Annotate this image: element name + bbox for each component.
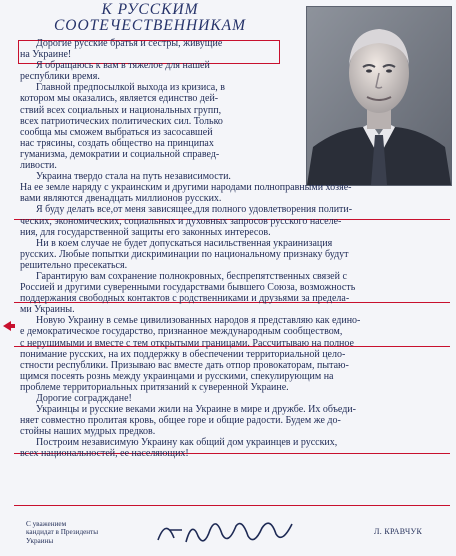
text-line: с нерушимыми и вместе с тем открытыми границами. Рассчитываю на полное (20, 337, 354, 349)
text-line: Украина твердо стала на путь независимости. (36, 171, 231, 183)
title-line-1: К РУССКИМ (101, 1, 199, 18)
title-line-2: СООТЕЧЕСТВЕННИКАМ (53, 17, 247, 34)
text-line: Я обращаюсь к вам в тяжелое для нашей (36, 60, 210, 72)
text-line: стности республики. Призываю вас вместе дать отпор провокаторам, пытаю- (20, 359, 349, 371)
text-line: щимся посеять рознь между украинцами и русскими, спекулирующим на (20, 370, 334, 382)
text-line: На ее земле наряду с украинским и другими народами полноправными хозяе- (20, 182, 352, 194)
text-line: ческих, экономических, социальных и духовных запросов русского населе- (20, 215, 342, 227)
text-line: ствий всех социальных и национальных групп, (20, 104, 222, 116)
text-line: поддержания свободных контактов с родственниками и друзьями за предела- (20, 293, 350, 305)
text-line: ми Украины. (20, 304, 75, 316)
text-line: решительно пресекаться. (20, 259, 128, 271)
text-line: понимание русских, на их поддержку в обеспечении территориальной цело- (20, 348, 346, 360)
text-line: Я буду делать все,от меня зависящее,для полного удовлетворения полити- (36, 204, 353, 216)
text-line: всех патриотических политических сил. Только (20, 115, 223, 127)
text-line: нас трясины, создать общество на принципах (20, 137, 214, 149)
text-line: республики время. (20, 71, 100, 83)
text-line: всех национальностей, ее населяющих! (20, 448, 189, 460)
text-line: Украинцы и русские веками жили на Украине в мире и дружбе. Их объеди- (36, 404, 356, 416)
closing-line: кандидат в Президенты (26, 528, 99, 537)
red-underline (14, 505, 450, 506)
text-line: гуманизма, демократии и социальной справед- (20, 148, 220, 160)
text-line: Новую Украину в семье цивилизованных народов я представляю как едино- (36, 315, 361, 327)
text-line: котором мы оказались, является единство дей- (20, 93, 219, 105)
author-name: Л. КРАВЧУК (374, 527, 423, 536)
closing-block (26, 520, 136, 545)
text-line: Дорогие русские братья и сестры, живущие (36, 38, 223, 49)
text-line: Главной предпосылкой выхода из кризиса, в (36, 82, 225, 94)
text-line: стойны наших мудрых предков. (20, 426, 156, 438)
arrow-left-icon (2, 320, 16, 332)
text-line: русских. Любые попытки дискриминации по национальному признаку будут (20, 248, 349, 260)
text-line: проблеме территориальных притязаний к суверенной Украине. (20, 381, 289, 393)
text-line: вами являются двенадцать миллионов русских. (20, 193, 222, 205)
text-line: Россией и другими суверенными государствами бывшего Союза, возможность (20, 282, 356, 294)
text-line: на Украине! (20, 49, 72, 61)
text-line: ния, для государственной защиты его законных интересов. (20, 226, 271, 238)
text-line: Построим независимую Украину как общий дом украинцев и русских, (36, 437, 338, 449)
closing-line: С уважением (26, 520, 67, 528)
text-line: Дорогие соградждане! (36, 393, 132, 404)
text-line: няет совместно пролитая кровь, общее горе и общие радости. Будем же до- (20, 415, 341, 427)
text-line: Гарантирую вам сохранение полнокровных, беспрепятственных связей с (36, 270, 347, 282)
letter-body (20, 38, 450, 460)
signature-image (152, 512, 312, 548)
text-line: Ни в коем случае не будет допускаться насильственная украинизация (36, 237, 333, 249)
text-line: сообща мы сможем выбраться из засосавшей (20, 126, 213, 138)
text-line: ливости. (20, 160, 57, 172)
closing-line: Украины (26, 536, 54, 545)
text-line: е демократическое государство, признанное международным сообществом, (20, 326, 343, 338)
